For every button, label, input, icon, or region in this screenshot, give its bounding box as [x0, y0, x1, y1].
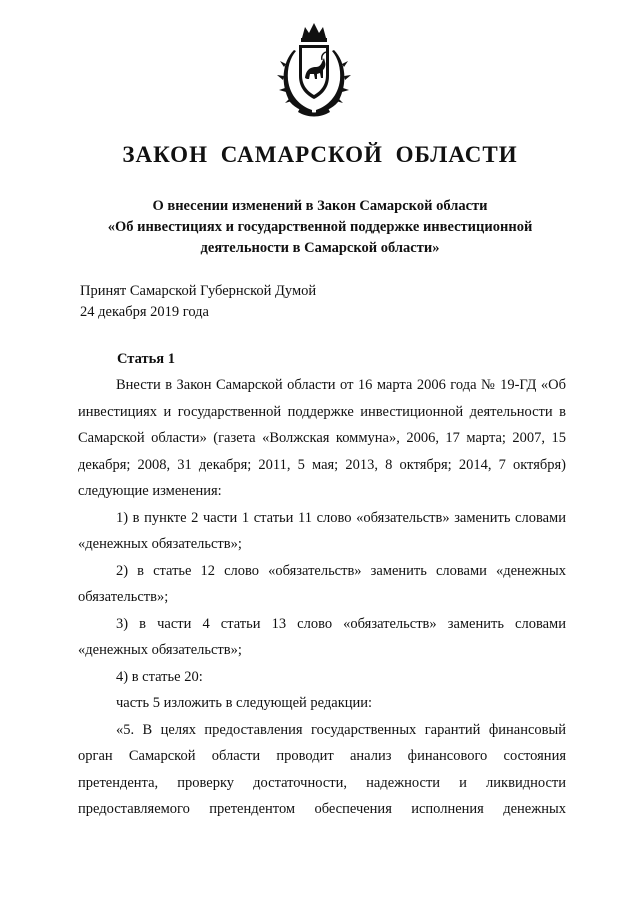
article-heading: Статья 1: [117, 351, 175, 367]
article-body: [78, 372, 566, 823]
article-paragraph: Внести в Закон Самарской области от 16 марта 2006 года № 19-ГД «Об инвестициях и государственной поддержке инвестиционной деятельности в Самарской области» (газета «Волжская коммуна», 2006, 17 марта; 2007, 15 декабря; 2008, 31 декабря; 2011, 5 мая; 2013, 8 октября; 2014, 7 октября) следующие изменения:: [78, 377, 566, 499]
article-paragraph: «5. В целях предоставления государственных гарантий финансовый орган Самарской области проводит анализ финансового состояния претендента, проверку достаточности, надежности и ликвидности предоставляемого претендентом обеспечения исполнения денежных: [78, 721, 566, 817]
article-paragraph: 2) в статье 12 слово «обязательств» заменить словами «денежных обязательств»;: [78, 562, 566, 605]
subtitle-line: О внесении изменений в Закон Самарской области: [152, 198, 488, 214]
article-paragraph: 4) в статье 20:: [116, 668, 203, 685]
subtitle-line: «Об инвестициях и государственной поддержке инвестиционной: [107, 219, 533, 235]
article-paragraph: 3) в части 4 статьи 13 слово «обязательств» заменить словами «денежных обязательств»;: [78, 615, 566, 658]
coat-of-arms-icon: [272, 18, 356, 118]
subtitle-line: деятельности в Самарской области»: [200, 240, 440, 256]
adoption-date-line: 24 декабря 2019 года: [80, 304, 209, 320]
article-paragraph: часть 5 изложить в следующей редакции:: [116, 695, 373, 711]
adoption-info: [80, 281, 560, 323]
adopted-by-line: Принят Самарской Губернской Думой: [80, 283, 317, 299]
article-paragraph: 1) в пункте 2 части 1 статьи 11 слово «обязательств» заменить словами «денежных обязательств»;: [78, 509, 566, 552]
law-subtitle: [60, 196, 580, 259]
law-title: ЗАКОН САМАРСКОЙ ОБЛАСТИ: [122, 142, 518, 167]
